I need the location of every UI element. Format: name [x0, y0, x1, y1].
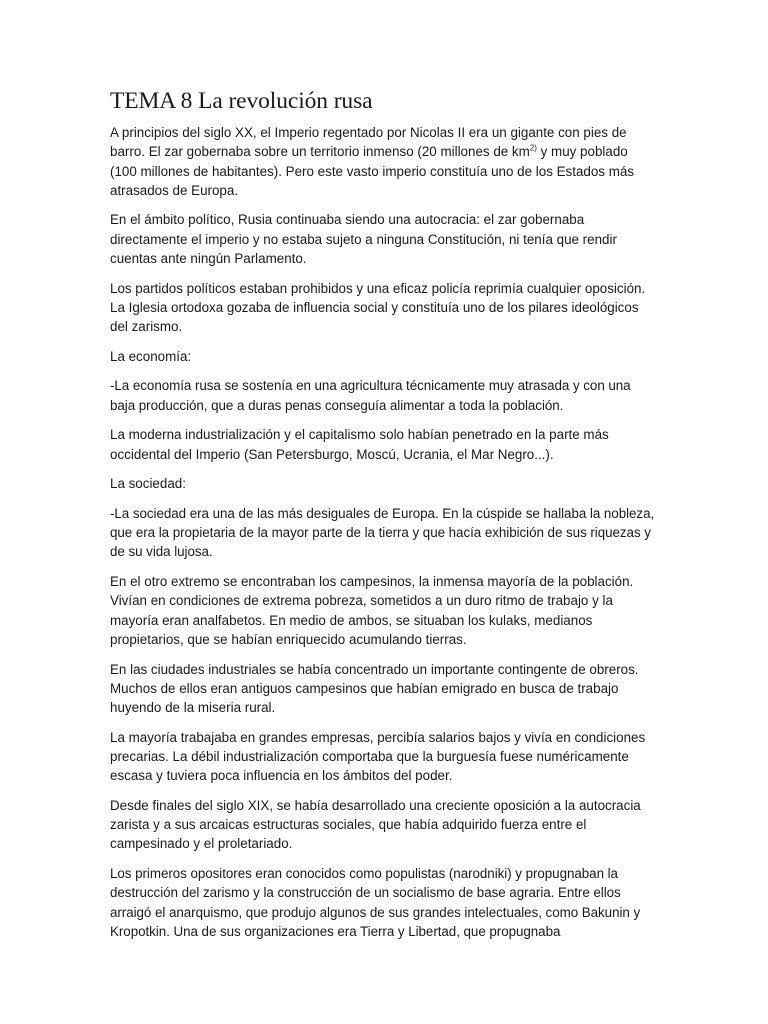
paragraph-parties: Los partidos políticos estaban prohibidos y una eficaz policía reprimía cualquier oposición. La Iglesia ortodoxa gozaba de influencia social y constituía uno de los pilares ideológicos del zarismo. — [110, 280, 646, 335]
document-page — [110, 86, 658, 952]
superscript-note: 2) — [529, 143, 537, 153]
paragraph-society-workers: En las ciudades industriales se había concentrado un importante contingente de obreros. Muchos de ellos eran antiguos campesinos que habían emigrado en busca de trabajo huyendo de la miseria rural. — [110, 661, 639, 716]
document-title: TEMA 8 La revolución rusa — [110, 88, 373, 114]
paragraph-society-bourgeoisie: La mayoría trabajaba en grandes empresas, percibía salarios bajos y vivía en condiciones precarias. La débil industrialización comportaba que la burguesía fuese numéricamente escasa y tuviera poca influencia en los ámbitos del poder. — [110, 729, 646, 784]
section-heading-society: La sociedad: — [110, 476, 186, 492]
paragraph-society-peasants: En el otro extremo se encontraban los campesinos, la inmensa mayoría de la población. Vivían en condiciones de extrema pobreza, sometidos a un duro ritmo de trabajo y la mayoría eran analfabetos. En medio de ambos, se situaban los kulaks, medianos propietarios, que se habían enriquecido acumulando tierras. — [110, 574, 634, 647]
paragraph-economy-industry: La moderna industrialización y el capitalismo solo habían penetrado en la parte más occidental del Imperio (San Petersburgo, Moscú, Ucrania, el Mar Negro...). — [110, 427, 609, 462]
paragraph-politics: En el ámbito político, Rusia continuaba siendo una autocracia: el zar gobernaba directamente el imperio y no estaba sujeto a ninguna Constitución, ni tenía que rendir cuentas ante ningún Parlamento. — [110, 212, 617, 267]
paragraph-opposition: Desde finales del siglo XIX, se había desarrollado una creciente oposición a la autocracia zarista y a sus arcaicas estructuras sociales, que había adquirido fuerza entre el campesinado y el proletariado. — [110, 797, 641, 852]
paragraph-intro-text-continued: y muy poblado (100 millones de habitantes). Pero este vasto imperio constituía uno de los Estados más atrasados de Europa. — [110, 144, 635, 198]
paragraph-society-nobility: -La sociedad era una de las más desiguales de Europa. En la cúspide se hallaba la nobleza, que era la propietaria de la mayor parte de la tierra y que hacía exhibición de sus riquezas y de su vida lujosa. — [110, 505, 655, 560]
paragraph-populists: Los primeros opositores eran conocidos como populistas (narodniki) y propugnaban la destrucción del zarismo y la construcción de un socialismo de base agraria. Entre ellos arraigó el anarquismo, que produjo algunos de sus grandes intelectuales, como Bakunin y Kropotkin. Una de sus organizaciones era Tierra y Libertad, que propugnaba — [110, 866, 641, 939]
paragraph-intro-text: A principios del siglo XX, el Imperio regentado por Nicolas II era un gigante con pies de barro. El zar gobernaba sobre un territorio inmenso (20 millones de km — [110, 125, 627, 160]
section-heading-economy: La economía: — [110, 348, 192, 364]
paragraph-economy-agriculture: -La economía rusa se sostenía en una agricultura técnicamente muy atrasada y con una baja producción, que a duras penas conseguía alimentar a toda la población. — [110, 378, 631, 413]
paragraph-intro — [110, 123, 658, 200]
